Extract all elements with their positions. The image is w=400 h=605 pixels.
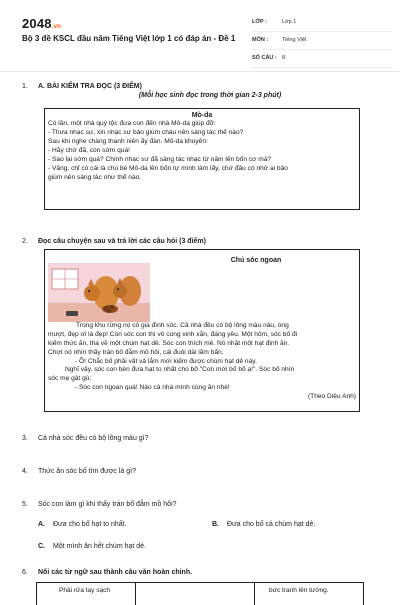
document-title: Bộ 3 đề KSCL đầu năm Tiếng Việt lớp 1 có đáp án - Đề 1: [22, 34, 236, 43]
meta-row-class: [252, 14, 392, 32]
question-text: Sóc con làm gì khi thấy trán bố đẫm mồ hôi?: [38, 501, 177, 508]
question-title: A. BÀI KIỂM TRA ĐỌC (3 ĐIỂM): [38, 83, 142, 90]
question-subtitle: (Mỗi học sinh đọc trong thời gian 2-3 phút): [138, 92, 282, 100]
match-left-text: Phải rửa tay sạch: [59, 587, 110, 594]
option-a[interactable]: [38, 520, 127, 529]
question-number: 5.: [22, 501, 28, 508]
passage-line: Trong khu rừng nọ có gia đình sóc. Cả nhà đều có bộ lông màu nâu, óng: [76, 322, 289, 329]
passage-source: (Theo Diệu Anh): [307, 393, 356, 401]
meta-value: 8: [282, 54, 286, 61]
site-logo[interactable]: [22, 15, 61, 33]
question-3: [22, 434, 382, 443]
option-label: B.: [212, 521, 219, 528]
passage-line: - Vâng, chỉ có cái là chú bé Mô-da lên bốn tự mình làm lấy, chứ đâu có nhờ ai bảo: [48, 164, 288, 172]
passage-line: Chợt nó nhìn thấy trán bố đẫm mồ hôi, cái đuôi dài lấm bẩn.: [48, 348, 224, 356]
question-number: 2.: [22, 238, 28, 245]
meta-value: Lớp 1: [282, 18, 297, 25]
passage-title: Mò-da: [191, 112, 213, 119]
matching-table: [36, 582, 364, 604]
question-title: Đọc câu chuyện sau và trả lời các câu hỏi (3 điểm): [38, 238, 206, 245]
meta-value: Tiếng Việt: [282, 36, 307, 43]
option-b[interactable]: [212, 520, 315, 529]
match-right-text: bức tranh lên tường.: [269, 587, 329, 594]
passage-title: Chú sóc ngoan: [230, 257, 282, 264]
logo-suffix: .vn: [51, 24, 62, 30]
document-meta: [252, 14, 392, 68]
logo-text: 2048: [22, 16, 52, 31]
passage-line: - Ồ! Chắc bố phải vất vả lắm mới kiếm được chùm hạt dẻ này.: [75, 357, 257, 365]
question-number: 6.: [22, 569, 28, 576]
question-number: 4.: [22, 468, 28, 475]
option-text: Đưa cho bố cả chùm hạt dẻ.: [227, 521, 316, 528]
passage-line: - Hãy chờ đã, còn sớm quá!: [48, 147, 130, 155]
passage-line: sóc mẹ gật gù:: [48, 375, 92, 383]
passage-line: Có lần, một nhà quý tộc đưa con đến nhà Mô-da giúp đỡ:: [48, 120, 216, 128]
passage-box-moda: [44, 108, 360, 210]
match-left-cell[interactable]: [36, 583, 136, 605]
passage-line: Nghĩ vậy, sóc con bèn đưa hạt to nhất cho bố "Con mời bố bố ạ!". Sóc bố nhìn: [65, 366, 295, 374]
passage-line: - Thưa nhạc sư, xin nhạc sư bảo giùm cháu nên sáng tác thế nào?: [48, 129, 244, 137]
passage-line: kiếm thức ăn, tha về một chùm hạt dẻ. Sóc con thích mê. Nó nhặt một hạt định ăn.: [48, 339, 290, 347]
answer-options: [22, 520, 382, 560]
passage-line: mượt, đẹp ơi là đẹp! Còn sóc con thì vô cùng xinh xắn, đáng yêu. Một hôm, sóc bố đi: [48, 330, 298, 338]
squirrel-family-illustration: [48, 263, 150, 322]
question-number: 3.: [22, 435, 28, 442]
passage-line: - Sóc con ngoan quá! Nào cả nhà mình cùng ăn nhé!: [75, 384, 230, 392]
question-5: [22, 500, 382, 509]
question-6: [22, 568, 382, 577]
question-4: [22, 467, 382, 476]
question-1: [22, 82, 382, 101]
meta-key: MÔN :: [252, 36, 269, 43]
question-number: 1.: [22, 83, 28, 90]
option-text: Một mình ăn hết chùm hạt dẻ.: [53, 543, 146, 550]
page-header: [0, 0, 400, 72]
meta-row-subject: [252, 32, 392, 50]
option-c[interactable]: [38, 542, 146, 551]
meta-row-count: [252, 50, 392, 68]
option-label: C.: [38, 543, 45, 550]
option-label: A.: [38, 521, 45, 528]
question-text: Thức ăn sóc bố tìm được là gì?: [38, 468, 137, 475]
match-right-cell[interactable]: [254, 583, 364, 605]
option-text: Đưa cho bố hạt to nhất.: [53, 521, 127, 528]
meta-key: LỚP :: [252, 18, 267, 25]
question-title: Nối các từ ngữ sau thành câu văn hoàn chỉnh.: [38, 569, 193, 576]
question-2: [22, 237, 382, 246]
meta-key: SỐ CÂU :: [252, 54, 277, 61]
passage-line: giùm nên sáng tác như thế nào.: [48, 173, 142, 181]
question-text: Cả nhà sóc đều có bộ lông màu gì?: [38, 435, 149, 442]
passage-line: Sau khi nghe chàng thanh niên ấy đàn. Mô-da khuyên:: [48, 138, 208, 146]
passage-line: - Sao lại sớm quá? Chính nhạc sư đã sáng tác nhạc từ năm lên bốn cơ mà?: [48, 156, 272, 163]
